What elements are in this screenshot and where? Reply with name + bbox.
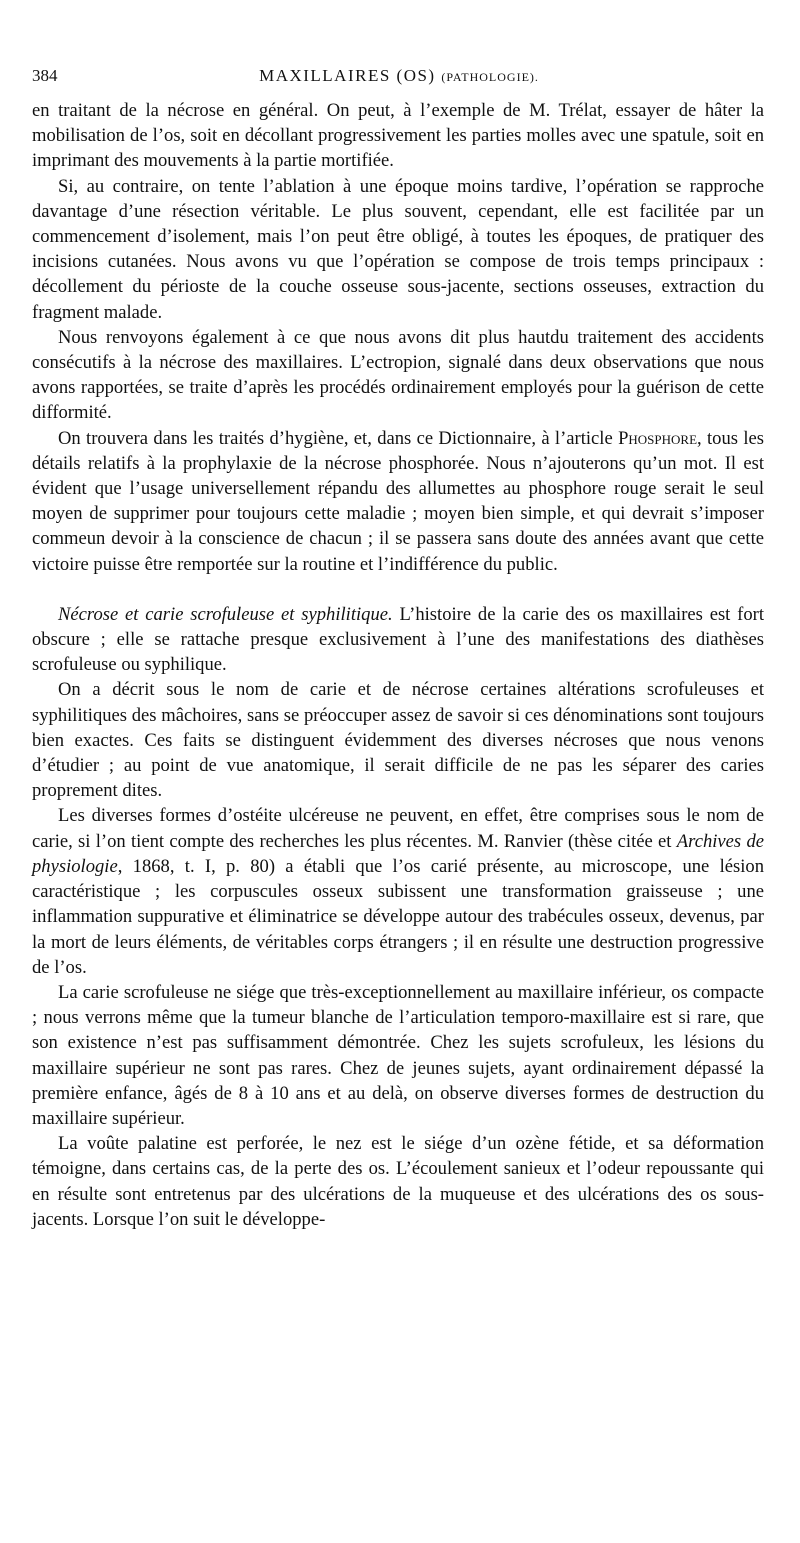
paragraph-text: , tous les détails relatifs à la prophylaxie de la nécrose phosphorée. Nous n’ajouterons qu’un mot. Il est évident que l’usage universellement répandu des allumettes au phosphore rouge serait le seul moyen de supprimer pour toujours cette maladie ; moyen bien simple, et qui devrait s’imposer commeun devoir à la conscience de chacun ; il se passera sans doute des années avant que cette victoire puisse être remportée sur la routine et l’indifférence du public. (32, 427, 764, 575)
paragraph-text: On trouvera dans les traités d’hygiène, et, dans ce Dictionnaire, à l’article (58, 427, 613, 449)
running-head-title: MAXILLAIRES (OS) (259, 66, 436, 85)
running-head (32, 66, 766, 86)
section-heading: Nécrose et carie scrofuleuse et syphilitique. (58, 603, 393, 625)
paragraph (32, 803, 764, 979)
page-header (32, 62, 766, 92)
paragraph: On a décrit sous le nom de carie et de nécrose certaines altérations scrofuleuses et syphilitiques des mâchoires, sans se préoccuper assez de savoir si ces dénominations sont toujours bien exactes. Ces faits se distinguent évidemment des diverses nécroses que nous venons d’étudier ; au point de vue anatomique, il serait difficile de ne pas les séparer des caries proprement dites. (32, 679, 764, 802)
paragraph-text: L’histoire de la carie des os maxillaires est fort obscure ; elle se rattache presque exclusivement à l’une des manifestations des diathèses scrofuleuse ou syphilique. (32, 603, 764, 676)
paragraph: Si, au contraire, on tente l’ablation à une époque moins tardive, l’opération se rapproche davantage d’une résection véritable. Le plus souvent, cependant, elle est facilitée par un commencement d’isolement, mais l’on peut être obligé, à toutes les époques, de pratiquer des incisions cutanées. Nous avons vu que l’opération se compose de trois temps principaux : décollement du périoste de la couche osseuse sous-jacente, sections osseuses, extraction du fragment malade. (32, 175, 764, 323)
paragraph (32, 426, 764, 577)
paragraph: La carie scrofuleuse ne siége que très-exceptionnellement au maxillaire inférieur, os compacte ; nous verrons même que la tumeur blanche de l’articulation temporo-maxillaire est si rare, que son existence n’est pas suffisamment démontrée. Chez les sujets scrofuleux, les lésions du maxillaire supérieur ne sont pas rares. Chez de jeunes sujets, ayant ordinairement dépassé la première enfance, âgés de 8 à 10 ans et au delà, on observe diverses formes de destruction du maxillaire supérieur. (32, 981, 764, 1129)
paragraph: Nous renvoyons également à ce que nous avons dit plus hautdu traitement des accidents consécutifs à la nécrose des maxillaires. L’ectropion, signalé dans deux observations que nous avons rapportées, se traite d’après les procédés ordinairement employés pour la guérison de cette difformité. (32, 326, 764, 424)
article-reference: Phosphore (618, 427, 698, 449)
paragraph: en traitant de la nécrose en général. On peut, à l’exemple de M. Trélat, essayer de hâter la mobilisation de l’os, soit en décollant progressivement les parties molles avec une spatule, soit en imprimant des mouvements à la partie mortifiée. (32, 100, 764, 172)
running-head-subtitle: (PATHOLOGIE). (441, 70, 539, 84)
paragraph-text: , 1868, t. I, p. 80) a établi que l’os carié présente, au microscope, une lésion caractéristique ; les corpuscules osseux subissent une transformation graisseuse ; une inflammation suppurative et éliminatrice se développe autour des trabécules osseux, devenus, par la mort de leurs éléments, de véritables corps étrangers ; il en résulte une destruction progressive de l’os. (32, 855, 764, 978)
body-text (32, 98, 764, 1232)
page-number: 384 (32, 66, 58, 85)
paragraph: La voûte palatine est perforée, le nez est le siége d’un ozène fétide, et sa déformation témoigne, dans certains cas, de la perte des os. L’écoulement sanieux et l’odeur repoussante qui en résulte sont entretenus par des ulcérations de la muqueuse et des ulcérations des os sous-jacents. Lorsque l’on suit le développe- (32, 1133, 764, 1230)
cited-journal: Archives de physiologie (32, 830, 765, 877)
section-paragraph (32, 602, 764, 678)
paragraph-text: Les diverses formes d’ostéite ulcéreuse ne peuvent, en effet, être comprises sous le nom de carie, si l’on tient compte des recherches les plus récentes. M. Ranvier (thèse citée et (32, 805, 764, 852)
